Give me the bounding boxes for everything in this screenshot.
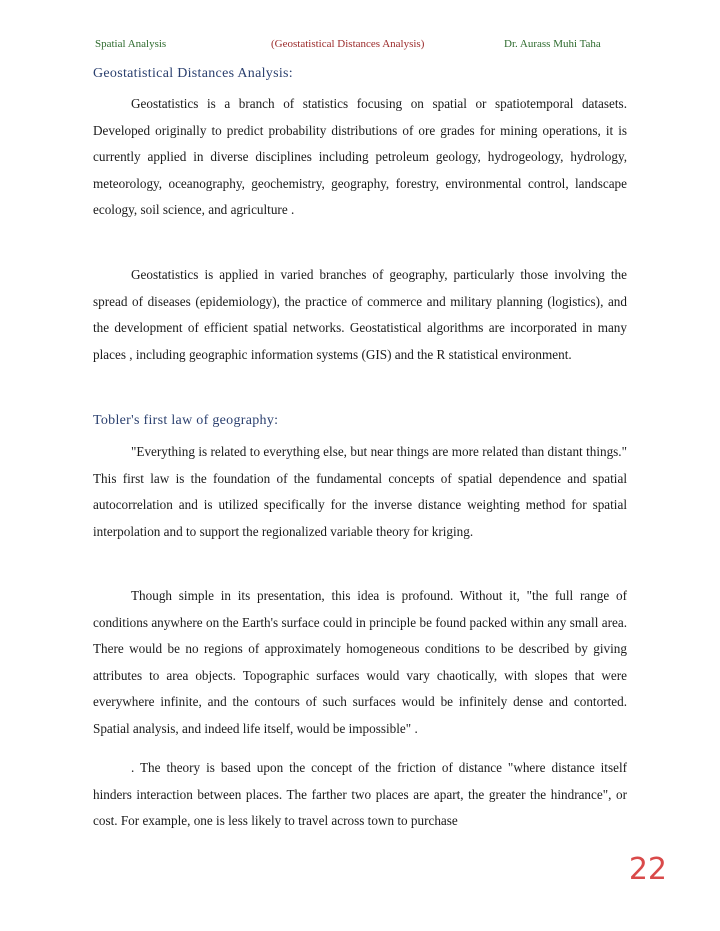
paragraph-friction-of-distance: . The theory is based upon the concept of the friction of distance "where distance itself hinders interaction between places. The farther two places are apart, the greater the hindrance", or cost. For example, one is less likely to travel across town to purchase — [93, 760, 627, 829]
header-chapter-title: (Geostatistical Distances Analysis) — [271, 38, 425, 50]
paragraph-geostatistics-definition: Geostatistics is a branch of statistics focusing on spatial or spatiotemporal datasets. Developed originally to predict probability distributions of ore grades for mining operations, it is currently applied in diverse disciplines including petroleum geology, hydrogeology, hydrology, meteorology, oceanography, geochemistry, geography, forestry, environmental control, landscape ecology, soil science, and agriculture . — [93, 96, 627, 218]
header-author: Dr. Aurass Muhi Taha — [504, 38, 601, 50]
page-number: 22 — [628, 852, 667, 887]
header-course-title: Spatial Analysis — [95, 38, 167, 50]
paragraph-tobler-profound: Though simple in its presentation, this idea is profound. Without it, "the full range of conditions anywhere on the Earth's surface could in principle be found packed within any small area. There would be no regions of approximately homogeneous conditions to be described by giving attributes to area objects. Topographic surfaces would vary chaotically, with slopes that were everywhere infinite, and the contours of such surfaces would be infinitely dense and contorted. Spatial analysis, and indeed life itself, would be impossible" . — [93, 588, 627, 736]
paragraph-tobler-law: "Everything is related to everything else, but near things are more related than distant things." This first law is the foundation of the fundamental concepts of spatial dependence and spatial autocorrelation and is utilized specifically for the inverse distance weighting method for spatial interpolation and to support the regionalized variable theory for kriging. — [93, 444, 627, 539]
section-heading-tobler: Tobler's first law of geography: — [93, 413, 279, 428]
paragraph-geostatistics-applications: Geostatistics is applied in varied branches of geography, particularly those involving the spread of diseases (epidemiology), the practice of commerce and military planning (logistics), and the development of efficient spatial networks. Geostatistical algorithms are incorporated in many places , including geographic information systems (GIS) and the R statistical environment. — [93, 267, 627, 362]
section-heading-geostatistical: Geostatistical Distances Analysis: — [93, 66, 293, 81]
page-header — [0, 38, 720, 56]
